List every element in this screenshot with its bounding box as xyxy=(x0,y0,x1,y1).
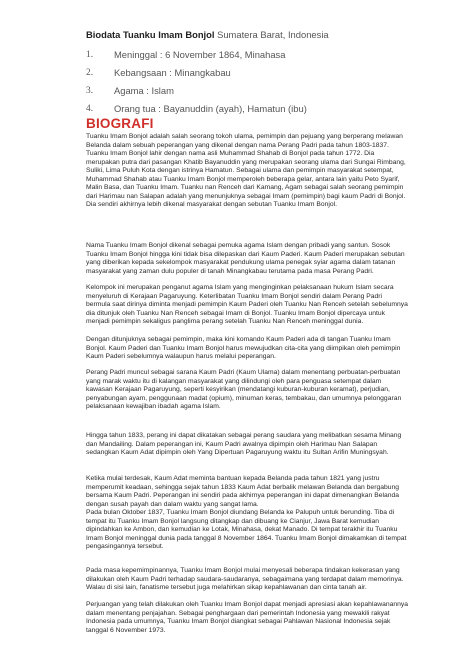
paragraph: Kelompok ini merupakan penganut agama Islam yang menginginkan pelaksanaan hukum Islam secara menyeluruh di Kerajaan Pagaruyung. Keterlibatan Tuanku Imam Bonjol sendiri dalam Perang Padri bermula saat dirinya diminta menjadi pemimpin Kaum Paderi oleh Tuanku Nan Renceh setelah sebelumnya dia ditunjuk oleh Tuanku Nan Renceh sebagai Imam di Bonjol. Tuanku Imam Bonjol dipercaya untuk menjadi pemimpin sekaligus panglima perang setelah Tuanku Nan Renceh meninggal dunia. xyxy=(86,284,408,326)
biodata-text: Orang tua : Bayanuddin (ayah), Hamatun (ibu) xyxy=(114,103,307,114)
biodata-text: Meninggal : 6 November 1864, Minahasa xyxy=(114,49,286,60)
paragraph: Perang Padri muncul sebagai sarana Kaum Padri (Kaum Ulama) dalam menentang perbuatan-perbuatan yang marak waktu itu di kalangan masyarakat yang dilindungi oleh para penguasa setempat dalam kawasan Kerajaan Pagaruyung, seperti kesyirikan (mendatangi kuburan-kuburan keramat), perjudian, penyabungan ayam, penggunaan madat (opium), minuman keras, tembakau, dan umumnya pelonggaran pelaksanaan kewajiban ibadah agama Islam. xyxy=(86,369,402,411)
paragraph: Tuanku Imam Bonjol adalah salah seorang tokoh ulama, pemimpin dan pejuang yang berperang melawan Belanda dalam sebuah peperangan yang dikenal dengan nama Perang Padri pada tahun 1803-1837. Tuanku Imam Bonjol lahir dengan nama asli Muhammad Shahab di Bonjol pada tahun 1772. Dia merupakan putra dari pasangan Khatib Bayanuddin yang merupakan seorang ulama dari Sungai Rimbang, Suliki, Lima Puluh Kota dengan istrinya Hamatun. Sebagai ulama dan pemimpin masyarakat setempat, Muhammad Shahab atau Tuanku Imam Bonjol memperoleh beberapa gelar, antara lain yaitu Peto Syarif, Malin Basa, dan Tuanku Imam. Tuanku nan Renceh dari Kamang, Agam sebagai salah seorang pemimpin dari Harimau nan Salapan adalah yang menunjuknya sebagai Imam (pemimpin) bagi kaum Padri di Bonjol. Dia sendiri akhirnya lebih dikenal masyarakat dengan sebutan Tuanku Imam Bonjol. xyxy=(86,133,406,209)
biodata-text: Agama : Islam xyxy=(114,85,174,96)
list-number: 3. xyxy=(86,86,94,96)
list-number: 2. xyxy=(86,68,94,78)
list-number: 1. xyxy=(86,50,94,60)
document-title xyxy=(86,29,329,40)
section-heading: BIOGRAFI xyxy=(86,116,154,131)
biodata-item xyxy=(86,46,406,64)
biodata-item xyxy=(86,64,406,82)
paragraph: Ketika mulai terdesak, Kaum Adat meminta bantuan kepada Belanda pada tahun 1821 yang justru memperumit keadaan, sehingga sejak tahun 1833 Kaum Adat berbalik melawan Belanda dan bergabung bersama Kaum Padri. Peperangan ini sendiri pada akhirnya peperangan ini dapat dimenangkan Belanda dengan susah payah dan dalam waktu yang sangat lama. xyxy=(86,475,399,508)
title-bold: Biodata Tuanku Imam Bonjol xyxy=(86,29,215,40)
paragraph: Pada bulan Oktober 1837, Tuanku Imam Bonjol diundang Belanda ke Palupuh untuk berunding. Tiba di tempat itu Tuanku Imam Bonjol langsung ditangkap dan dibuang ke Cianjur, Jawa Barat kemudian dipindahkan ke Ambon, dan kemudian ke Lotak, Minahasa, dekat Manado. Di tempat terakhir itu Tuanku Imam Bonjol meninggal dunia pada tanggal 8 November 1864. Tuanku Imam Bonjol dimakamkan di tempat pengasingannya tersebut. xyxy=(86,509,407,551)
paragraph: Perjuangan yang telah dilakukan oleh Tuanku Imam Bonjol dapat menjadi apresiasi akan kepahlawanannya dalam menentang penjajahan. Sebagai penghargaan dari pemerintah Indonesia yang mewakili rakyat Indonesia pada umumnya, Tuanku Imam Bonjol diangkat sebagai Pahlawan Nasional Indonesia sejak tanggal 6 November 1973. xyxy=(86,601,408,634)
paragraph: Dengan ditunjuknya sebagai pemimpin, maka kini komando Kaum Paderi ada di tangan Tuanku Imam Bonjol. Kaum Paderi dan Tuanku Imam Bonjol harus mewujudkan cita-cita yang diimpikan oleh pemimpin Kaum Paderi sebelumnya walaupun harus melalui peperangan. xyxy=(86,336,401,361)
biodata-item xyxy=(86,82,406,100)
paragraph: Hingga tahun 1833, perang ini dapat dikatakan sebagai perang saudara yang melibatkan sesama Minang dan Mandailing. Dalam peperangan ini, Kaum Padri awalnya dipimpin oleh Harimau Nan Salapan sedangkan Kaum Adat dipimpin oleh Yang Dipertuan Pagaruyung waktu itu Sultan Arifin Muningsyah. xyxy=(86,432,402,457)
list-number: 4. xyxy=(86,104,94,114)
paragraph: Nama Tuanku Imam Bonjol dikenal sebagai pemuka agama Islam dengan pribadi yang santun. Sosok Tuanku Imam Bonjol hingga kini tidak bisa dilepaskan dari Kaum Paderi. Kaum Paderi merupakan sebutan yang diberikan kepada sekelompok masyarakat pendukung ulama penegak syiar agama dalam tatanan masyarakat yang zaman dulu populer di tanah Minangkabau terutama pada masa Perang Padri. xyxy=(86,242,405,275)
biodata-list xyxy=(86,46,406,118)
paragraph: Pada masa kepemimpinannya, Tuanku Imam Bonjol mulai menyesali beberapa tindakan kekerasan yang dilakukan oleh Kaum Padri terhadap saudara-saudaranya, sebagaimana yang terdapat dalam memorinya. Walau di sisi lain, fanatisme tersebut juga melahirkan sikap kepahlawanan dan cinta tanah air. xyxy=(86,567,404,592)
biodata-text: Kebangsaan : Minangkabau xyxy=(114,67,231,78)
title-location: Sumatera Barat, Indonesia xyxy=(214,29,329,40)
